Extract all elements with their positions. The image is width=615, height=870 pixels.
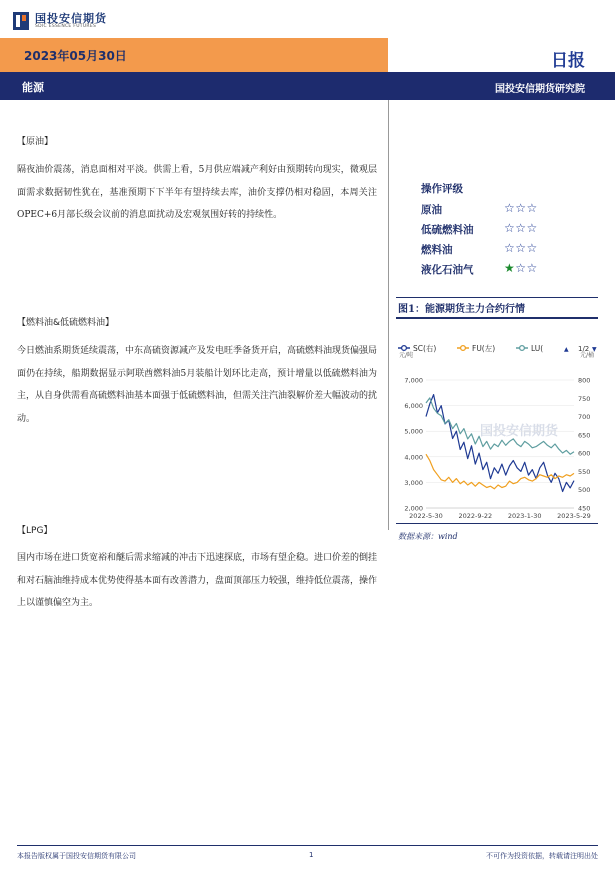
star-rating-icon: ☆☆☆ xyxy=(504,201,538,215)
institute-name: 国投安信期货研究院 xyxy=(495,84,585,95)
legend-page: 1/2 xyxy=(578,345,590,353)
star-rating-icon xyxy=(504,261,538,275)
left-tick-label: 4,000 xyxy=(404,453,423,462)
rating-title: 操作评级 xyxy=(421,183,463,195)
figure-title-rule xyxy=(396,317,598,319)
left-tick-label: 5,000 xyxy=(404,427,423,436)
legend-marker-icon xyxy=(520,346,525,351)
chart-watermark: 国投安信期货 xyxy=(480,424,559,439)
report-type: 日报 xyxy=(551,51,585,71)
legend-next-icon[interactable]: ▼ xyxy=(592,346,597,353)
figure-title: 图1：能源期货主力合约行情 xyxy=(398,304,525,315)
left-tick-label: 3,000 xyxy=(404,478,423,487)
left-tick-label: 2,000 xyxy=(404,504,423,513)
company-logo xyxy=(13,10,173,32)
right-axis-unit: 元/桶 xyxy=(580,352,595,359)
series-line-fu xyxy=(426,454,574,489)
right-tick-label: 700 xyxy=(578,413,591,422)
legend-label: SC(右) xyxy=(413,344,437,353)
x-tick-label: 2023-5-29 xyxy=(557,512,591,520)
figure-top-rule xyxy=(396,297,598,298)
right-tick-label: 800 xyxy=(578,376,591,385)
sector-label: 能源 xyxy=(22,81,44,94)
x-tick-label: 2023-1-30 xyxy=(507,512,542,520)
page-number: 1 xyxy=(309,851,314,859)
left-axis-unit: 元/吨 xyxy=(399,352,414,359)
rating-name: 低硫燃料油 xyxy=(421,224,474,236)
chart-legend xyxy=(398,343,597,353)
legend-marker-icon xyxy=(461,346,466,351)
figure-bottom-rule xyxy=(396,523,598,524)
star-empty-icon: ☆☆ xyxy=(515,261,538,275)
rating-row-fuel-oil xyxy=(421,242,591,262)
footer-copyright: 本报告版权属于国投安信期货有限公司 xyxy=(17,852,136,860)
section-body-fuel-oil: 今日燃油系期货延续震荡，中东高硫资源减产及发电旺季备货开启，高硫燃料油现货偏强局面仍在持续，船期数据显示阿联酋燃料油5月装船计划环比走高，预计增量以低硫燃料油为主，从自身供需看高硫燃料油基本面强于低硫燃料油，但需关注汽油裂解价差大幅波动的扰动。 xyxy=(17,346,378,424)
left-tick-label: 7,000 xyxy=(404,376,423,385)
logo-mark-icon xyxy=(13,12,29,30)
report-date: 2023年05月30日 xyxy=(24,49,127,63)
star-filled-icon: ★ xyxy=(504,261,516,275)
right-tick-label: 650 xyxy=(578,431,591,440)
star-rating-icon: ☆☆☆ xyxy=(504,241,538,255)
rating-row-lpg xyxy=(421,262,591,282)
star-rating-icon: ☆☆☆ xyxy=(504,221,538,235)
rating-row-low-sulfur-fuel-oil xyxy=(421,222,591,242)
left-tick-label: 6,000 xyxy=(404,402,423,411)
section-body-lpg: 国内市场在进口货宽裕和醚后需求缩减的冲击下迅速探底，市场有望企稳。进口价差的倒挂和对石脑油维持成本优势使得基本面有改善潜力，盘面顶部压力较强，维持低位震荡，操作上以谨慎偏空为主。 xyxy=(17,553,378,608)
x-tick-label: 2022-5-30 xyxy=(409,512,443,520)
footer-disclaimer: 不可作为投资依据，转载请注明出处 xyxy=(486,852,598,860)
x-tick-label: 2022-9-22 xyxy=(458,512,493,520)
logo-english-text: SDIC ESSENCE FUTURES xyxy=(35,24,97,29)
section-title-fuel-oil: 【燃料油&低硫燃料油】 xyxy=(17,318,115,328)
rating-name: 液化石油气 xyxy=(421,264,474,276)
right-tick-label: 550 xyxy=(578,467,591,476)
legend-label: LU( xyxy=(531,344,544,353)
footer-rule xyxy=(17,845,598,846)
data-source: 数据来源：wind xyxy=(398,532,458,541)
section-title-lpg: 【LPG】 xyxy=(17,526,53,536)
section-body-crude-oil: 隔夜油价震荡，消息面相对平淡。供需上看，5月供应端减产利好由预期转向现实，微观层面需求数据韧性犹在，基准预期下下半年有望持续去库，油价支撑仍相对稳固，本周关注OPEC+6月部长级会议前的消息面扰动及宏观氛围好转的持续性。 xyxy=(17,165,377,220)
right-tick-label: 450 xyxy=(578,504,591,513)
right-tick-label: 600 xyxy=(578,449,591,458)
column-divider xyxy=(388,100,389,530)
section-title-crude-oil: 【原油】 xyxy=(17,137,54,147)
logo-text: 国投安信期货 xyxy=(35,12,107,25)
rating-name: 原油 xyxy=(421,204,442,216)
right-tick-label: 500 xyxy=(578,486,591,495)
rating-row-crude-oil xyxy=(421,202,591,222)
chart-lines xyxy=(426,395,574,492)
legend-marker-icon xyxy=(402,346,407,351)
legend-prev-icon[interactable]: ▲ xyxy=(564,346,569,353)
rating-name: 燃料油 xyxy=(421,244,453,256)
legend-label: FU(左) xyxy=(472,344,496,353)
energy-futures-chart xyxy=(396,336,601,521)
right-tick-label: 750 xyxy=(578,394,591,403)
